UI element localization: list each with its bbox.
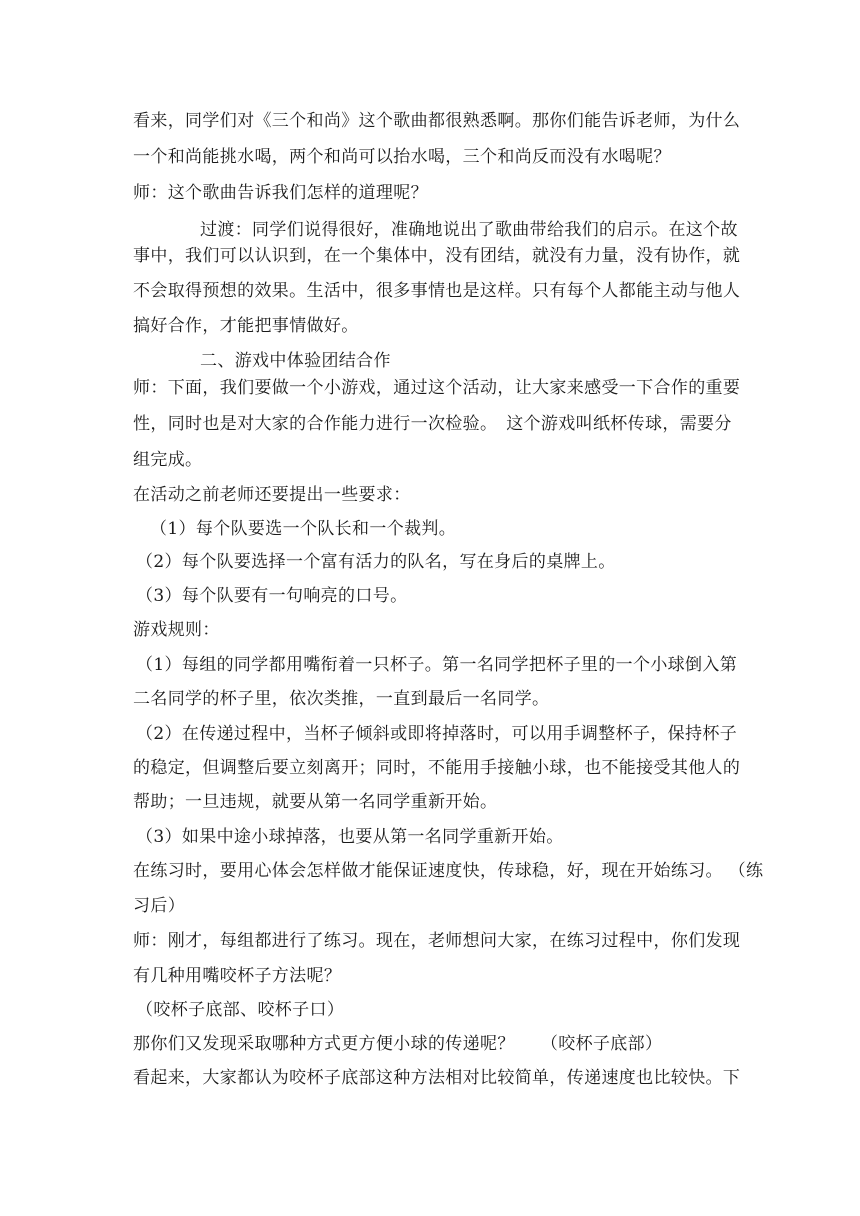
text-line: 看来，同学们对《三个和尚》这个歌曲都很熟悉啊。那你们能告诉老师，为什么: [133, 111, 741, 131]
list-item: （1）每组的同学都用嘴衔着一只杯子。第一名同学把杯子里的一个小球倒入第: [136, 655, 738, 675]
text-line: 师：刚才，每组都进行了练习。现在，老师想问大家，在练习过程中，你们发现: [133, 931, 741, 951]
text-line: 帮助；一旦违规，就要从第一名同学重新开始。: [133, 792, 498, 812]
text-line: 一个和尚能挑水喝，两个和尚可以抬水喝，三个和尚反而没有水喝呢？: [133, 147, 671, 167]
text-line: 在练习时，要用心体会怎样做才能保证速度快，传球稳，好，现在开始练习。 （练: [133, 861, 764, 881]
list-item: （3）每个队要有一句响亮的口号。: [136, 586, 408, 606]
text-line: 有几种用嘴咬杯子方法呢？: [133, 966, 342, 986]
text-line: 习后）: [133, 896, 186, 916]
text-line: 师：下面，我们要做一个小游戏，通过这个活动，让大家来感受一下合作的重要: [133, 378, 741, 398]
text-line: 二名同学的杯子里，依次类推，一直到最后一名同学。: [133, 689, 550, 709]
text-line: 不会取得预想的效果。生活中，很多事情也是这样。只有每个人都能主动与他人: [133, 281, 741, 301]
text-line: 游戏规则：: [133, 620, 220, 640]
text-line: 性，同时也是对大家的合作能力进行一次检验。 这个游戏叫纸杯传球，需要分: [133, 414, 732, 434]
list-item: （3）如果中途小球掉落，也要从第一名同学重新开始。: [136, 827, 564, 847]
text-line: 师：这个歌曲告诉我们怎样的道理呢？: [133, 183, 428, 203]
text-line: 搞好合作，才能把事情做好。: [133, 316, 359, 336]
text-line: 在活动之前老师还要提出一些要求：: [133, 485, 411, 505]
section-heading: 二、游戏中体验团结合作: [200, 351, 391, 371]
text-line: （咬杯子底部、咬杯子口）: [136, 1000, 345, 1020]
text-line: 那你们又发现采取哪种方式更方便小球的传递呢？ （咬杯子底部）: [133, 1034, 663, 1054]
text-line: 过渡：同学们说得很好，准确地说出了歌曲带给我们的启示。在这个故: [200, 220, 738, 240]
text-line: 事中，我们可以认识到，在一个集体中，没有团结，就没有力量，没有协作，就: [133, 246, 741, 266]
list-item: （2）每个队要选择一个富有活力的队名，写在身后的桌牌上。: [136, 552, 616, 572]
text-line: 组完成。: [133, 450, 203, 470]
list-item: （2）在传递过程中，当杯子倾斜或即将掉落时，可以用手调整杯子，保持杯子: [136, 724, 738, 744]
text-line: 的稳定，但调整后要立刻离开；同时，不能用手接触小球，也不能接受其他人的: [133, 758, 741, 778]
list-item: （1）每个队要选一个队长和一个裁判。: [150, 519, 457, 539]
text-line: 看起来，大家都认为咬杯子底部这种方法相对比较简单，传递速度也比较快。下: [133, 1068, 741, 1088]
